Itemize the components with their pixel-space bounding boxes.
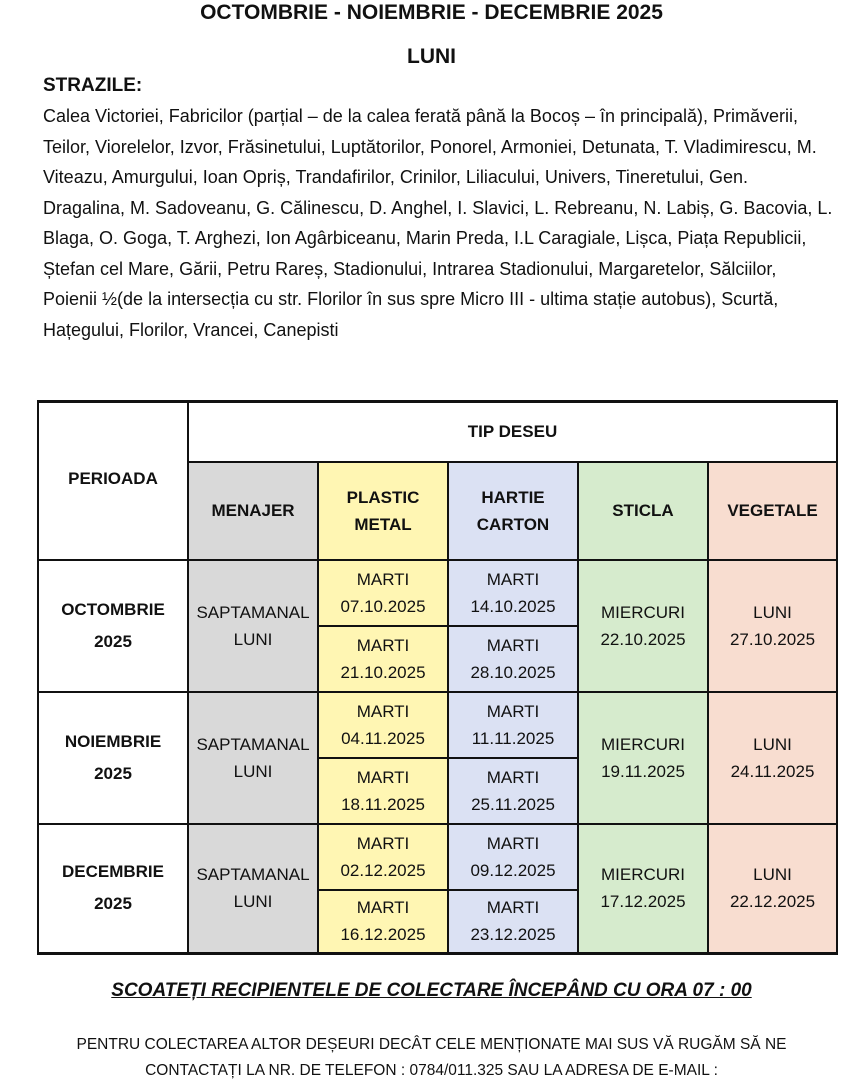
plastic-collection-cell (318, 692, 448, 758)
menajer-cell (188, 824, 318, 954)
period-year: 2025 (94, 894, 132, 914)
collection-date: 24.11.2025 (730, 761, 815, 781)
menajer-frequency: SAPTAMANAL (196, 602, 310, 622)
period-year: 2025 (94, 631, 132, 651)
waste-type-header: TIP DESEU (188, 402, 837, 462)
hartie-collection-cell (448, 758, 578, 824)
column-plastic-label: PLASTIC (346, 487, 420, 507)
collection-day: MARTI (486, 635, 540, 655)
period-month: OCTOMBRIE (61, 599, 165, 619)
menajer-day: LUNI (233, 629, 273, 649)
vegetale-collection-cell (708, 824, 837, 954)
hartie-collection-cell (448, 692, 578, 758)
collection-date: 07.10.2025 (340, 596, 426, 616)
collection-date: 14.10.2025 (470, 596, 556, 616)
column-metal-label: METAL (354, 514, 412, 534)
collection-date: 28.10.2025 (470, 662, 556, 682)
collection-day: MARTI (356, 767, 410, 787)
collection-day: MARTI (356, 635, 410, 655)
collection-day: MARTI (356, 833, 410, 853)
collection-day: MARTI (356, 898, 410, 918)
menajer-day: LUNI (233, 761, 273, 781)
collection-day: MIERCURI (600, 734, 686, 754)
collection-date: 09.12.2025 (470, 860, 556, 880)
collection-date: 23.12.2025 (470, 925, 556, 945)
collection-schedule-table (37, 400, 838, 955)
collection-date: 22.10.2025 (600, 629, 686, 649)
menajer-frequency: SAPTAMANAL (196, 865, 310, 885)
period-cell (38, 824, 188, 954)
column-menajer: MENAJER (188, 462, 318, 560)
column-vegetale: VEGETALE (708, 462, 837, 560)
hartie-collection-cell (448, 626, 578, 692)
sticla-collection-cell (578, 692, 708, 824)
plastic-collection-cell (318, 890, 448, 954)
collection-day: MARTI (486, 833, 540, 853)
collection-date: 19.11.2025 (601, 761, 685, 781)
menajer-day: LUNI (233, 892, 273, 912)
hartie-collection-cell (448, 824, 578, 890)
vegetale-collection-cell (708, 560, 837, 692)
collection-date: 27.10.2025 (729, 629, 816, 649)
collection-day: MARTI (486, 767, 540, 787)
period-month: NOIEMBRIE (64, 731, 162, 751)
period-header: PERIOADA (38, 402, 188, 560)
plastic-collection-cell (318, 824, 448, 890)
period-month: DECEMBRIE (61, 862, 164, 882)
period-cell (38, 560, 188, 692)
vegetale-collection-cell (708, 692, 837, 824)
collection-date: 11.11.2025 (471, 728, 555, 748)
collection-day: MIERCURI (600, 602, 686, 622)
collection-day: LUNI (753, 602, 792, 622)
hartie-collection-cell (448, 890, 578, 954)
hartie-collection-cell (448, 560, 578, 626)
collection-day: LUNI (753, 734, 792, 754)
collection-day: MARTI (486, 569, 540, 589)
column-plastic-metal (318, 462, 448, 560)
plastic-collection-cell (318, 560, 448, 626)
document-title: OCTOMBRIE - NOIEMBRIE - DECEMBRIE 2025 (200, 1, 663, 24)
contact-footer: PENTRU COLECTAREA ALTOR DEȘEURI DECÂT CELE MENȚIONATE MAI SUS VĂ RUGĂM SĂ NE CONTACTAȚI LA NR. DE TELEFON : 0784/011.325 SAU LA ADRESA DE E-MAIL : (76, 1036, 787, 1079)
streets-list: Calea Victoriei, Fabricilor (parțial – de la calea ferată până la Bocoș – în principală), Primăverii, Teilor, Viorelelor, Izvor, Frăsinetului, Luptătorilor, Ponorel, Armoniei, Detunata, T. Vladimirescu, M. Viteazu, Amurgului, Ioan Opriș, Trandafirilor, Crinilor, Liliacului, Univers, Tineretului, Gen. Dragalina, M. Sadoveanu, G. Călinescu, D. Anghel, I. Slavici, L. Rebreanu, N. Labiș, G. Bacovia, L. Blaga, O. Goga, T. Arghezi, Ion Agârbiceanu, Marin Preda, I.L Caragiale, Lișca, Piața Republicii, Ștefan cel Mare, Gării, Petru Rareș, Stadionului, Intrarea Stadionului, Margaretelor, Sălciilor, Poienii ½(de la intersecția cu str. Florilor în sus spre Micro III - ultima stație autobus), Scurtă, Hațegului, Florilor, Vrancei, Canepisti (43, 106, 833, 340)
collection-date: 21.10.2025 (340, 662, 426, 682)
collection-day: MARTI (486, 701, 540, 721)
plastic-collection-cell (318, 758, 448, 824)
collection-date: 16.12.2025 (340, 925, 426, 945)
collection-day: LUNI (407, 45, 456, 68)
sticla-collection-cell (578, 560, 708, 692)
menajer-cell (188, 692, 318, 824)
collection-date: 17.12.2025 (600, 892, 686, 912)
collection-day: LUNI (753, 865, 792, 885)
sticla-collection-cell (578, 824, 708, 954)
collection-date: 04.11.2025 (341, 728, 425, 748)
menajer-frequency: SAPTAMANAL (196, 734, 310, 754)
collection-day: MARTI (356, 701, 410, 721)
collection-day: MIERCURI (600, 865, 686, 885)
collection-time-notice: SCOATEȚI RECIPIENTELE DE COLECTARE ÎNCEPÂND CU ORA 07 : 00 (111, 980, 752, 1001)
collection-date: 02.12.2025 (340, 860, 426, 880)
column-hartie-label: HARTIE (481, 487, 545, 507)
streets-label: STRAZILE: (43, 75, 143, 96)
column-sticla: STICLA (578, 462, 708, 560)
collection-day: MARTI (486, 898, 540, 918)
collection-day: MARTI (356, 569, 410, 589)
period-year: 2025 (94, 763, 132, 783)
menajer-cell (188, 560, 318, 692)
collection-date: 22.12.2025 (729, 892, 816, 912)
period-cell (38, 692, 188, 824)
collection-date: 25.11.2025 (471, 794, 555, 814)
collection-date: 18.11.2025 (341, 794, 425, 814)
column-carton-label: CARTON (476, 514, 550, 534)
plastic-collection-cell (318, 626, 448, 692)
column-hartie-carton (448, 462, 578, 560)
